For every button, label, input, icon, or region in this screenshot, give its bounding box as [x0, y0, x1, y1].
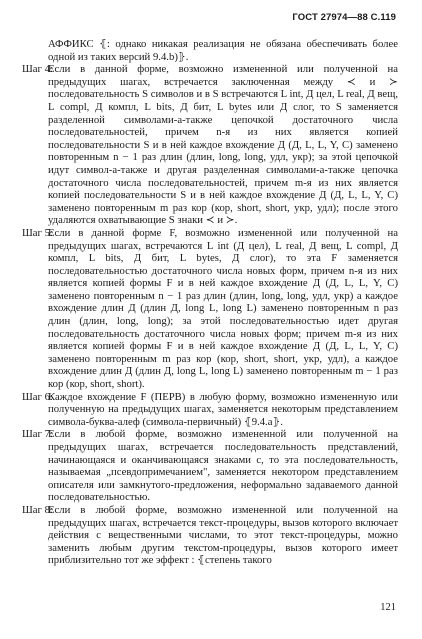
step-4	[22, 63, 398, 227]
step-5	[22, 227, 398, 391]
page-header: ГОСТ 27974—88 С.119	[292, 12, 396, 23]
step-label: Шаг 4:	[22, 63, 53, 76]
step-label: Шаг 8:	[22, 503, 53, 516]
intro-paragraph: АФФИКС ⦃: однако никакая реализация не обязана обеспечивать более одной из таких версий 9.4.b)⦄.	[48, 38, 398, 63]
step-7	[22, 428, 398, 504]
step-label: Шаг 7:	[22, 428, 53, 441]
step-6	[22, 391, 398, 429]
step-text: Если в любой форме, возможно измененной или полученной на предыдущих шагах, встречается последовательность представлений, начинающаяся и оканчивающаяся знаками с, то эта последовательность, называемая „псевдопримечанием", заменяется некотором представлением описателя или замкнутого-предложения, неформально задаваемого данной последовательностью.	[48, 428, 398, 504]
body-text	[22, 38, 398, 567]
step-label: Шаг 6:	[22, 390, 53, 403]
page-number: 121	[380, 602, 396, 613]
step-8	[22, 504, 398, 567]
step-text: Если в данной форме, возможно измененной или полученной на предыдущих шагах, встречается заключенная между ≺ и ≻ последовательность S символов и в S встречаются L int, Д цел, L real, Д вещ, L compl, Д компл, L bits, Д бит, L bytes или Д слог, то S заменяется разделенной символами-а-также цепочкой достаточного числа последовательностей, причем n-я из них является копией последовательности S и в ней каждое вхождение Д (Д, L, L, Y, C) заменено повторенным n − 1 раз длин (длин, long, long, удл, укр); за этой цепочкой идут символ-а-также и другая разделенная символами-а-также цепочка достаточного числа последовательностей, причем m-я из них является копией последовательности S и в ней каждое вхождение Д (Д, L, L, Y, C) заменено повторенным m раз кор (кор, short, short, укр, удл); после этого удаляются охватывающие S знаки ≺ и ≻.	[48, 63, 398, 227]
step-text: Если в данной форме F, возможно измененной или полученной на предыдущих шагах, встречаются L int (Д цел), L real, Д вещ, L compl, Д компл, L bits, Д бит, L bytes, Д слог), то эта F заменяется последовательностью достаточного числа новых форм, причем n-я из них является копией формы F и в ней каждое вхождение Д (Д, L, L, Y, C) заменено повторенным n − 1 раз длин (длин, long, long, удл, укр) а каждое вхождение длин Д (длин Д, long L, long L) заменено повторенным n раз длин (длин, long, long); за этой последовательностью идет другая последовательность достаточного числа новых форм; причем m-я из них является копией формы F и в ней каждое вхождение Д (Д, L, L, Y, C) заменено повторенным m раз кор (кор, short, short, укр, удл), а каждое вхождение длин Д (длин Д, long L, long L) заменено повторенным m − 1 раз кор (кор, short, short).	[48, 226, 398, 391]
step-label: Шаг 5:	[22, 226, 53, 239]
step-text: Если в любой форме, возможно измененной или полученной на предыдущих шагах, встречается текст-процедуры, вызов которого включает действия с вещественными числами, то этот текст-процедуры, можно заменить любым другим текстом-процедуры, вызов которого имеет приблизительно тот же эффект : ⦃степень такого	[48, 503, 398, 567]
step-text: Каждое вхождение F (ПЕРВ) в любую форму, возможно измененную или полученную на предыдущих шагах, заменяется некоторым представлением символа-буква-алеф (символа-первичный) ⦃9.4.a⦄.	[48, 390, 398, 428]
